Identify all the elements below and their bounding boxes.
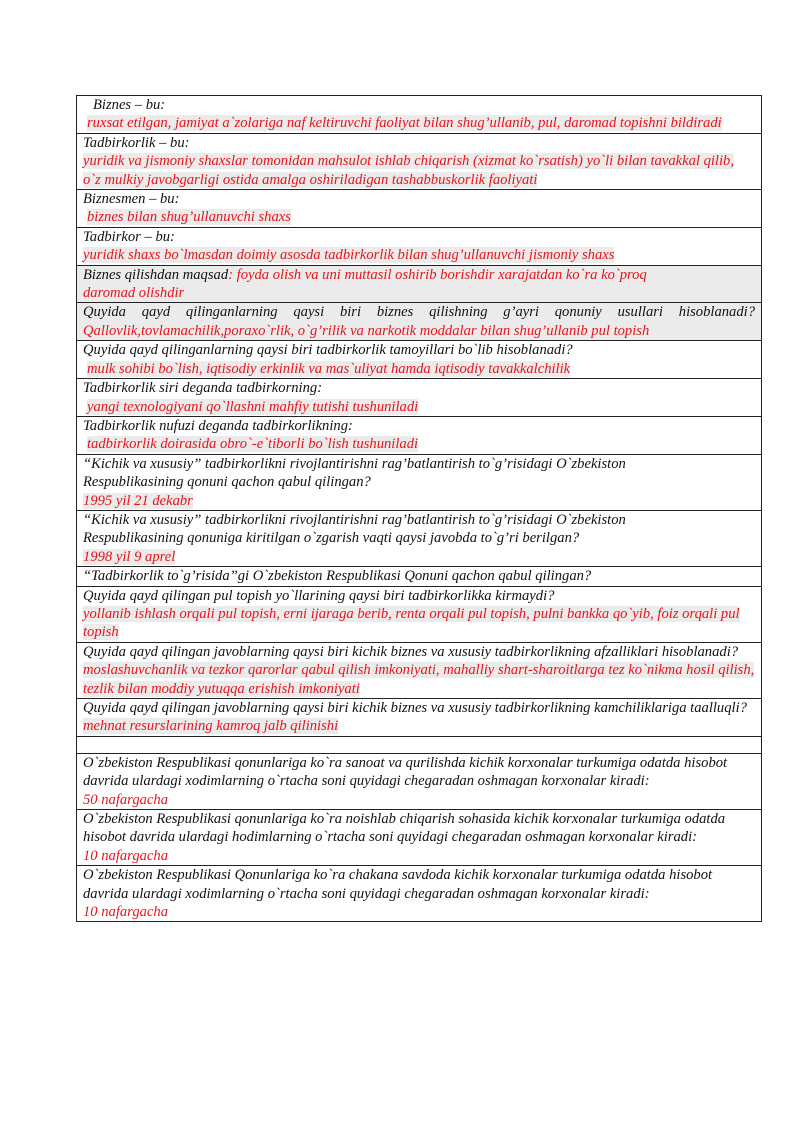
table-row bbox=[77, 699, 762, 737]
table-row bbox=[77, 454, 762, 510]
answer-text: Qallovlik,tovlamachilik,poraxo`rlik, o`g’rilik va narkotik moddalar bilan shug’ullanib pul topish bbox=[83, 322, 650, 339]
table-row bbox=[77, 866, 762, 922]
question-text: Quyida qayd qilinganlarning qaysi biri biznes qilishning g’ayri qonuniy usullari hisoblanadi? bbox=[83, 304, 755, 321]
answer-text: : foyda olish va uni muttasil oshirib borishdir xarajatdan ko`ra ko`proq daromad olishdir bbox=[83, 266, 647, 302]
table-cell bbox=[77, 699, 762, 737]
table-row bbox=[77, 567, 762, 586]
question-text: O`zbekiston Respublikasi qonunlariga ko`ra noishlab chiqarish sohasida kichik korxonalar turkumiga odatda hisobot davrida ulardagi hodimlarning o`rtacha soni quyidagi chegaradan oshmagan korxonalar kiradi: bbox=[83, 811, 726, 846]
question-text: Quyida qayd qilingan javoblarning qaysi biri kichik biznes va xususiy tadbirkorlikning kamchiliklariga taalluqli? bbox=[83, 700, 747, 716]
qa-table bbox=[76, 95, 762, 922]
table-cell bbox=[77, 753, 762, 809]
answer-text: mehnat resurslarining kamroq jalb qilinishi bbox=[83, 718, 339, 735]
answer-text: yuridik va jismoniy shaxslar tomonidan mahsulot ishlab chiqarish (xizmat ko`rsatish) yo`li bilan tavakkal qilib, o`z mulkiy javobgarligi ostida amalga oshiriladigan tashabbuskorlik faoliyati bbox=[83, 153, 734, 188]
table-row bbox=[77, 96, 762, 134]
table-row bbox=[77, 753, 762, 809]
answer-text: yuridik shaxs bo`lmasdan doimiy asosda tadbirkorlik bilan shug’ullanuvchi jismoniy shaxs bbox=[83, 247, 615, 264]
question-text: “Kichik va xususiy” tadbirkorlikni rivojlantirishni rag’batlantirish to`g’risidagi O`zbekiston Respublikasining qonuni qachon qabul qilingan? bbox=[83, 455, 626, 491]
table-row bbox=[77, 586, 762, 642]
answer-text: yangi texnologiyani qo`llashni mahfiy tutishi tushuniladi bbox=[87, 398, 419, 415]
table-cell bbox=[77, 642, 762, 698]
question-text: “Tadbirkorlik to`g’risida”gi O`zbekiston Respublikasi Qonuni qachon qabul qilingan? bbox=[83, 568, 592, 585]
table-row bbox=[77, 642, 762, 698]
table-cell bbox=[77, 567, 762, 586]
table-cell bbox=[77, 227, 762, 265]
table-cell bbox=[77, 454, 762, 510]
question-text: Quyida qayd qilingan pul topish yo`llarining qaysi biri tadbirkorlikka kirmaydi? bbox=[83, 587, 555, 604]
table-row bbox=[77, 736, 762, 753]
question-text: O`zbekiston Respublikasi Qonunlariga ko`ra chakana savdoda kichik korxonalar turkumiga odatda hisobot davrida ulardagi xodimlarning o`rtacha soni quyidagi chegaradan oshmagan korxonalar kiradi: bbox=[83, 867, 713, 902]
answer-text: 1998 yil 9 aprel bbox=[83, 548, 176, 565]
table-row bbox=[77, 133, 762, 189]
answer-text: biznes bilan shug’ullanuvchi shaxs bbox=[87, 209, 291, 226]
answer-text: 50 nafargacha bbox=[83, 791, 168, 808]
question-text: Biznesmen – bu: bbox=[83, 191, 180, 208]
answer-text: moslashuvchanlik va tezkor qarorlar qabul qilish imkoniyati, mahalliy shart-sharoitlarga tez ko`nikma hosil qilish, tezlik bilan moddiy yutuqqa erishish imkoniyati bbox=[83, 662, 755, 697]
table-cell bbox=[77, 133, 762, 189]
table-row bbox=[77, 810, 762, 866]
answer-text: 10 nafargacha bbox=[83, 904, 168, 921]
question-text: Quyida qayd qilinganlarning qaysi biri tadbirkorlik tamoyillari bo`lib hisoblanadi? bbox=[83, 342, 573, 359]
table-cell bbox=[77, 510, 762, 566]
question-text: Tadbirkorlik nufuzi deganda tadbirkorlikning: bbox=[83, 417, 353, 434]
question-text: Biznes qilishdan maqsad bbox=[83, 266, 229, 283]
table-cell bbox=[77, 265, 762, 303]
table-row bbox=[77, 416, 762, 454]
answer-text: ruxsat etilgan, jamiyat a`zolariga naf keltiruvchi faoliyat bilan shug’ullanib, pul, daromad topishni bildiradi bbox=[87, 115, 722, 132]
answer-text: 10 nafargacha bbox=[83, 847, 168, 864]
question-text: Biznes – bu: bbox=[93, 97, 166, 113]
question-text: Tadbirkorlik – bu: bbox=[83, 134, 190, 151]
answer-text: tadbirkorlik doirasida obro`-e`tiborli bo`lish tushuniladi bbox=[87, 436, 419, 453]
table-cell bbox=[77, 303, 762, 341]
table-cell bbox=[77, 810, 762, 866]
table-cell bbox=[77, 866, 762, 922]
table-row bbox=[77, 341, 762, 379]
table-row bbox=[77, 265, 762, 303]
table-cell bbox=[77, 96, 762, 134]
table-cell bbox=[77, 416, 762, 454]
question-text: Tadbirkorlik siri deganda tadbirkorning: bbox=[83, 380, 323, 397]
table-row bbox=[77, 303, 762, 341]
answer-text: yollanib ishlash orqali pul topish, erni ijaraga berib, renta orqali pul topish, pulni bankka qo`yib, foiz orqali pul topish bbox=[83, 605, 740, 641]
table-cell bbox=[77, 379, 762, 417]
answer-text: mulk sohibi bo`lish, iqtisodiy erkinlik va mas`uliyat hamda iqtisodiy tavakkalchilik bbox=[87, 360, 571, 377]
table-cell bbox=[77, 586, 762, 642]
question-text: “Kichik va xususiy” tadbirkorlikni rivojlantirishni rag’batlantirish to`g’risidagi O`zbekiston Respublikasining qonuniga kiritilgan o`zgarish vaqti qaysi javobda to`g’ri berilgan? bbox=[83, 511, 626, 547]
table-row bbox=[77, 227, 762, 265]
table-cell bbox=[77, 190, 762, 228]
question-text: O`zbekiston Respublikasi qonunlariga ko`ra sanoat va qurilishda kichik korxonalar turkumiga odatda hisobot davrida ulardagi xodimlarning o`rtacha soni quyidagi chegaradan oshmagan korxonalar kiradi: bbox=[83, 754, 728, 790]
answer-text: 1995 yil 21 dekabr bbox=[83, 492, 193, 509]
table-row bbox=[77, 379, 762, 417]
table-row bbox=[77, 510, 762, 566]
table-cell bbox=[77, 341, 762, 379]
question-text: Quyida qayd qilingan javoblarning qaysi biri kichik biznes va xususiy tadbirkorlikning afzalliklari hisoblanadi? bbox=[83, 643, 739, 660]
table-row bbox=[77, 190, 762, 228]
empty-cell bbox=[77, 736, 762, 753]
question-text: Tadbirkor – bu: bbox=[83, 228, 175, 245]
